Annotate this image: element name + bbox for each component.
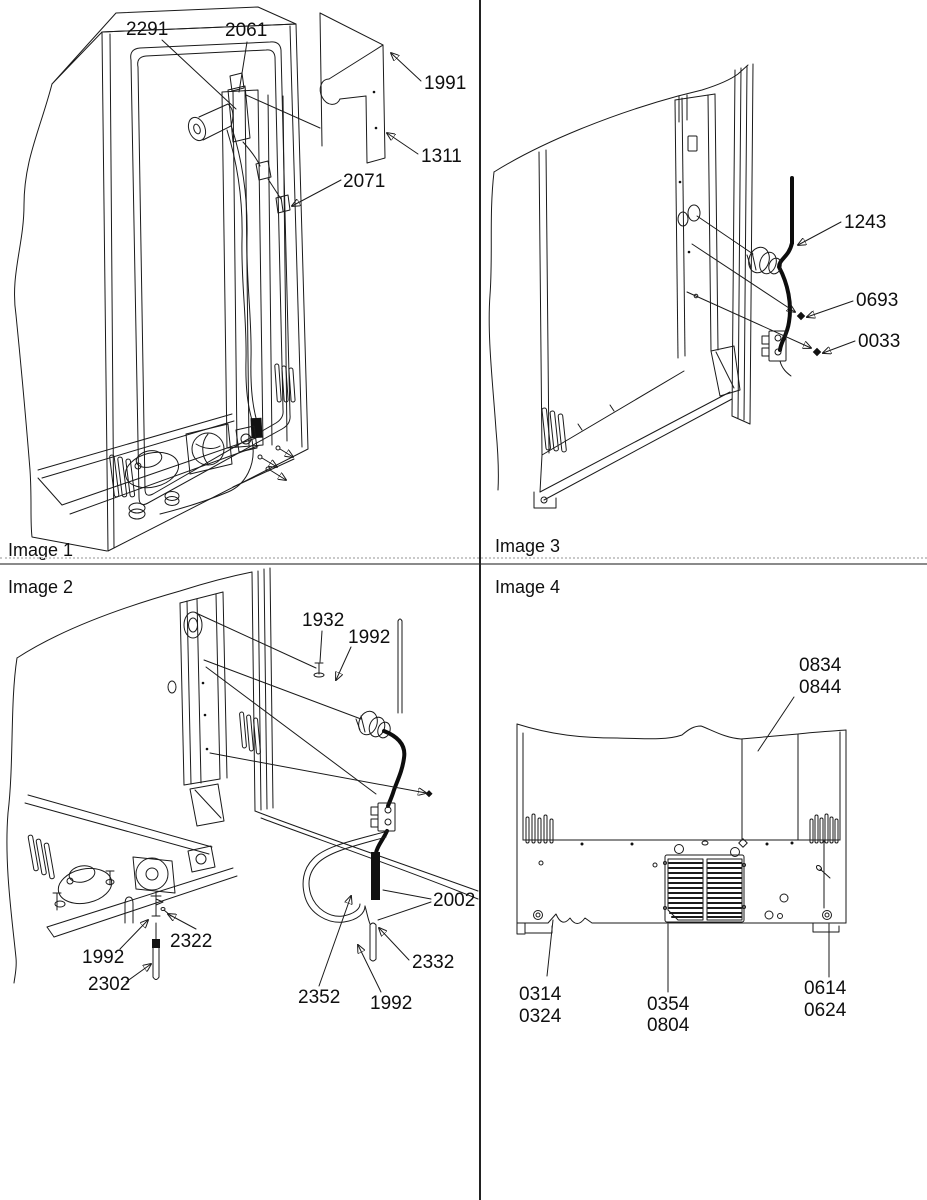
- part-label-2291: 2291: [126, 19, 169, 40]
- fridge-cabinet-outline: [15, 7, 308, 551]
- part-label-0693: 0693: [856, 290, 899, 311]
- panel-image2: [0, 563, 482, 1200]
- water-line-and-valve: [745, 178, 821, 376]
- part-label-2071: 2071: [343, 171, 386, 192]
- caption-image3: Image 3: [495, 536, 561, 556]
- image2-drawing: [0, 563, 482, 1200]
- horizontal-dotted-rule: [0, 557, 927, 559]
- part-label-0834: 0834: [799, 655, 842, 676]
- torn-edge: [517, 724, 846, 739]
- part-label-1992b: 1992: [82, 947, 125, 968]
- leveling-foot: [823, 911, 832, 920]
- part-label-0844: 0844: [799, 677, 842, 698]
- part-label-2352: 2352: [298, 987, 341, 1008]
- screw: [813, 348, 821, 356]
- image4-drawing: [482, 563, 927, 1200]
- part-label-2322: 2322: [170, 931, 213, 952]
- caption-image2: Image 2: [8, 577, 74, 597]
- tube-coupling: [356, 709, 381, 737]
- horizontal-divider: [0, 563, 927, 565]
- part-label-0354: 0354: [647, 994, 690, 1015]
- caption-image1: Image 1: [8, 540, 74, 560]
- panel-image4: [482, 563, 927, 1200]
- tube-coupling: [745, 245, 772, 276]
- image2-callouts: [82, 610, 475, 1014]
- panel-image3: [482, 0, 927, 563]
- part-label-0033: 0033: [858, 331, 901, 352]
- water-line-and-valve: [303, 619, 432, 961]
- screw: [425, 790, 432, 797]
- part-label-1932: 1932: [302, 610, 345, 631]
- part-label-2061: 2061: [225, 20, 268, 41]
- top-cover-part: [320, 13, 385, 163]
- cabinet-back-outline: [489, 64, 753, 508]
- part-label-0804: 0804: [647, 1015, 690, 1036]
- vertical-divider: [479, 0, 481, 1200]
- part-label-1243: 1243: [844, 212, 887, 233]
- torn-edge: [494, 65, 748, 172]
- torn-edge: [15, 84, 107, 551]
- part-label-0624: 0624: [804, 1000, 847, 1021]
- part-label-1992a: 1992: [348, 627, 391, 648]
- image1-drawing: [0, 0, 480, 563]
- panel-image1: [0, 0, 480, 563]
- caption-image4: Image 4: [495, 577, 561, 597]
- screw: [797, 312, 805, 320]
- part-label-2302: 2302: [88, 974, 131, 995]
- cabinet-back-outline: [7, 568, 478, 983]
- vent-grille: [664, 839, 748, 922]
- part-label-2332: 2332: [412, 952, 455, 973]
- part-label-0614: 0614: [804, 978, 847, 999]
- part-label-1991: 1991: [424, 73, 467, 94]
- part-label-1311: 1311: [421, 146, 462, 167]
- part-label-2002: 2002: [433, 890, 476, 911]
- part-label-0324: 0324: [519, 1006, 562, 1027]
- image3-drawing: [482, 0, 927, 563]
- image1-callouts: [126, 19, 466, 206]
- image4-callouts: [519, 655, 847, 1036]
- part-label-1992c: 1992: [370, 993, 413, 1014]
- leveling-foot: [534, 911, 543, 920]
- part-label-0314: 0314: [519, 984, 562, 1005]
- compressor-and-fan: [47, 846, 237, 937]
